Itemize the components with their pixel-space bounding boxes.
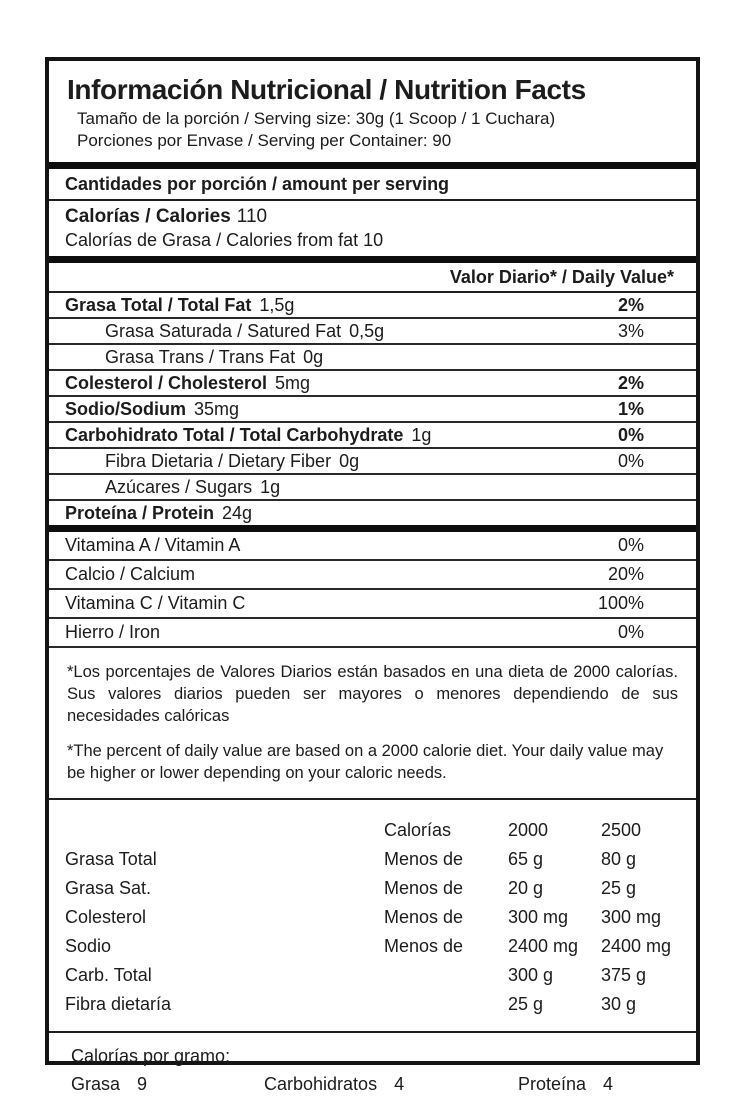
amount-per-serving-header: Cantidades por porción / amount per serving xyxy=(49,169,696,201)
nutrient-dv: 0% xyxy=(617,450,644,471)
nutrient-row-saturated-fat xyxy=(49,319,696,345)
thick-divider xyxy=(49,525,696,532)
thick-divider xyxy=(49,162,696,169)
nutrient-label: Proteína / Protein xyxy=(65,502,215,523)
nutrient-amount: 0g xyxy=(339,450,360,471)
reference-row-fiber xyxy=(49,990,696,1019)
ref-cell: 375 g xyxy=(601,965,647,985)
ref-cell: 25 g xyxy=(508,994,544,1014)
ref-cell: Calorías xyxy=(384,820,452,840)
calories-value: 110 xyxy=(236,206,268,227)
ref-cell: Menos de xyxy=(384,878,464,898)
nutrient-label: Fibra Dietaria / Dietary Fiber xyxy=(105,450,332,471)
servings-per-container: Porciones por Envase / Serving per Container: 90 xyxy=(77,131,452,150)
ref-cell: Grasa Total xyxy=(65,849,157,869)
nutrient-row-total-carbohydrate xyxy=(49,423,696,449)
nutrient-amount: 0,5g xyxy=(349,320,385,341)
reference-row-total-carb xyxy=(49,961,696,990)
nutrient-dv: 3% xyxy=(617,320,644,341)
ref-cell: 300 mg xyxy=(508,907,569,927)
nutrient-row-cholesterol xyxy=(49,371,696,397)
cpg-item-fat xyxy=(71,1074,147,1095)
reference-row-cholesterol xyxy=(49,903,696,932)
ref-cell: Colesterol xyxy=(65,907,147,927)
vitamin-dv: 0% xyxy=(617,622,644,642)
footnotes xyxy=(49,648,696,798)
nutrient-table xyxy=(49,293,696,525)
ref-cell xyxy=(384,990,508,1019)
nutrient-row-dietary-fiber xyxy=(49,449,696,475)
vitamin-dv: 0% xyxy=(617,535,644,555)
ref-cell: Menos de xyxy=(384,849,464,869)
vitamin-label: Vitamina C / Vitamin C xyxy=(65,593,246,613)
nutrient-amount: 5mg xyxy=(275,372,311,393)
nutrition-label xyxy=(45,57,700,1094)
reference-header-row xyxy=(49,816,696,845)
vitamin-label: Hierro / Iron xyxy=(65,622,161,642)
calories-from-fat: Calorías de Grasa / Calories from fat 10 xyxy=(65,230,384,250)
ref-cell: 2000 xyxy=(508,820,549,840)
ref-cell xyxy=(384,961,508,990)
nutrient-amount: 0g xyxy=(303,346,324,367)
nutrient-amount: 1g xyxy=(411,424,432,445)
reference-table xyxy=(49,798,696,1031)
ref-cell: 2500 xyxy=(601,820,642,840)
nutrient-row-protein xyxy=(49,501,696,525)
nutrient-row-sugars xyxy=(49,475,696,501)
vitamin-table xyxy=(49,532,696,648)
vitamin-dv: 20% xyxy=(607,564,644,584)
ref-cell: 2400 mg xyxy=(508,936,579,956)
nutrient-row-total-fat xyxy=(49,293,696,319)
calories-per-gram-row xyxy=(49,1070,696,1102)
nutrient-dv: 2% xyxy=(617,372,644,393)
ref-cell: 80 g xyxy=(601,849,637,869)
nutrient-label: Sodio/Sodium xyxy=(65,398,186,419)
nutrient-amount: 35mg xyxy=(194,398,240,419)
ref-cell: Fibra dietaría xyxy=(65,994,172,1014)
reference-row-sat-fat xyxy=(49,874,696,903)
ref-cell: Grasa Sat. xyxy=(65,878,152,898)
nutrient-amount: 1,5g xyxy=(259,294,295,315)
label-header xyxy=(49,61,696,162)
ref-cell: Carb. Total xyxy=(65,965,152,985)
nutrient-label: Grasa Trans / Trans Fat xyxy=(105,346,296,367)
nutrient-amount: 1g xyxy=(260,476,281,497)
nutrient-row-sodium xyxy=(49,397,696,423)
reference-row-total-fat xyxy=(49,845,696,874)
nutrient-label: Azúcares / Sugars xyxy=(105,476,253,497)
nutrient-amount: 24g xyxy=(222,502,253,523)
ref-cell: 300 mg xyxy=(601,907,662,927)
cpg-value: 4 xyxy=(603,1074,614,1094)
vitamin-label: Calcio / Calcium xyxy=(65,564,196,584)
calories-per-gram-title: Calorías por gramo: xyxy=(71,1046,231,1066)
cpg-value: 9 xyxy=(137,1074,148,1094)
footnote-english: *The percent of daily value are based on a 2000 calorie diet. Your daily value may be higher or lower depending on your caloric needs. xyxy=(67,742,664,782)
calories-block xyxy=(49,201,696,256)
ref-cell: Sodio xyxy=(65,936,112,956)
ref-cell: Menos de xyxy=(384,936,464,956)
cpg-label: Grasa xyxy=(71,1074,121,1094)
label-title: Información Nutricional / Nutrition Facts xyxy=(67,74,586,105)
nutrient-row-trans-fat xyxy=(49,345,696,371)
vitamin-row-vitamin-a xyxy=(49,532,696,561)
calories-per-gram xyxy=(49,1031,696,1102)
thick-divider xyxy=(49,256,696,263)
cpg-item-carbohydrates xyxy=(264,1074,404,1095)
vitamin-row-calcium xyxy=(49,561,696,590)
ref-cell: 20 g xyxy=(508,878,544,898)
ref-cell xyxy=(65,816,384,845)
ref-cell: 300 g xyxy=(508,965,554,985)
nutrient-label: Grasa Saturada / Satured Fat xyxy=(105,320,342,341)
calories-row xyxy=(65,205,696,229)
vitamin-dv: 100% xyxy=(597,593,644,613)
nutrient-dv: 1% xyxy=(617,398,644,419)
vitamin-label: Vitamina A / Vitamin A xyxy=(65,535,241,555)
nutrient-dv: 0% xyxy=(617,424,644,445)
cpg-label: Carbohidratos xyxy=(264,1074,378,1094)
ref-cell: 30 g xyxy=(601,994,637,1014)
cpg-label: Proteína xyxy=(518,1074,587,1094)
nutrient-label: Grasa Total / Total Fat xyxy=(65,294,252,315)
reference-row-sodium xyxy=(49,932,696,961)
ref-cell: 65 g xyxy=(508,849,544,869)
nutrient-dv: 2% xyxy=(617,294,644,315)
calories-label: Calorías / Calories xyxy=(65,206,231,227)
nutrient-label: Colesterol / Cholesterol xyxy=(65,372,268,393)
cpg-value: 4 xyxy=(394,1074,405,1094)
nutrient-label: Carbohidrato Total / Total Carbohydrate xyxy=(65,424,404,445)
serving-size: Tamaño de la porción / Serving size: 30g (1 Scoop / 1 Cuchara) xyxy=(77,109,556,128)
ref-cell: 25 g xyxy=(601,878,637,898)
ref-cell: 2400 mg xyxy=(601,936,672,956)
daily-value-header: Valor Diario* / Daily Value* xyxy=(49,263,696,293)
ref-cell: Menos de xyxy=(384,907,464,927)
footnote-spanish: *Los porcentajes de Valores Diarios están basados en una dieta de 2000 calorías. Sus valores diarios pueden ser mayores o menores dependiendo de sus necesidades calóricas xyxy=(67,663,678,725)
vitamin-row-vitamin-c xyxy=(49,590,696,619)
cpg-item-protein xyxy=(518,1074,613,1095)
vitamin-row-iron xyxy=(49,619,696,648)
